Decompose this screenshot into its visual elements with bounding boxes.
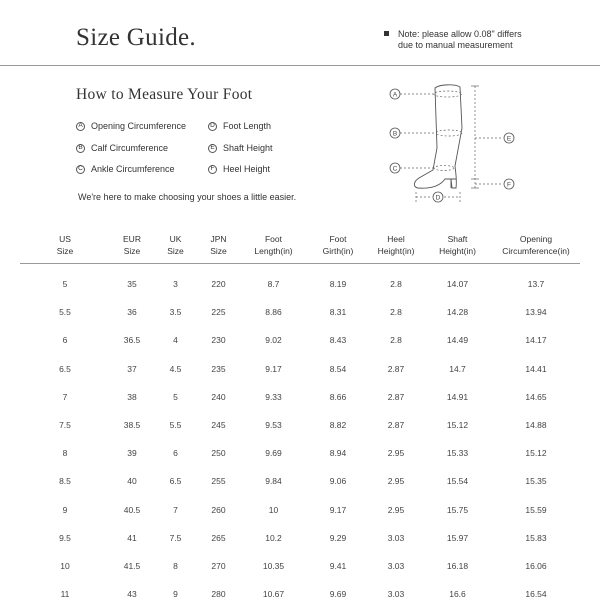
table-cell: 14.49 [423,326,492,354]
legend-item-calf-circumference [76,143,168,153]
column-header-uk-size: UK Size [154,227,197,264]
table-cell: 2.95 [369,496,423,524]
table-cell: 4 [154,326,197,354]
table-cell: 245 [197,411,240,439]
table-cell: 36.5 [110,326,154,354]
table-cell: 14.28 [423,298,492,326]
legend-item-foot-length [208,121,271,131]
table-cell: 16.54 [492,580,580,608]
table-cell: 9.84 [240,467,307,495]
table-cell: 14.7 [423,355,492,383]
table-cell: 2.8 [369,264,423,299]
table-cell: 14.88 [492,411,580,439]
legend-label: Shaft Height [223,143,273,153]
table-cell: 9.02 [240,326,307,354]
table-cell: 40 [110,467,154,495]
table-cell: 16.18 [423,552,492,580]
table-cell: 9.17 [307,496,369,524]
table-row [20,298,580,326]
note-line-1: Note: please allow 0.08" differs [398,29,594,40]
table-cell: 4.5 [154,355,197,383]
table-cell: 8.7 [240,264,307,299]
table-cell: 8.43 [307,326,369,354]
boot-icon [414,85,462,188]
table-cell: 265 [197,524,240,552]
table-cell: 8.54 [307,355,369,383]
table-cell: 13.94 [492,298,580,326]
legend-label: Heel Height [223,164,270,174]
table-cell: 8.66 [307,383,369,411]
table-cell: 36 [110,298,154,326]
table-row [20,326,580,354]
note-line-2: due to manual measurement [398,40,594,51]
letter-a-circle-icon: A [76,122,85,131]
table-cell: 7.5 [154,524,197,552]
table-row [20,383,580,411]
table-cell: 8.5 [20,467,110,495]
table-cell: 8 [20,439,110,467]
table-cell: 5.5 [154,411,197,439]
table-row [20,496,580,524]
diagram-marker-a: A [393,91,398,98]
table-cell: 9.5 [20,524,110,552]
legend-label: Calf Circumference [91,143,168,153]
table-cell: 15.59 [492,496,580,524]
table-cell: 10.35 [240,552,307,580]
column-header-foot-length: Foot Length(in) [240,227,307,264]
table-cell: 2.87 [369,411,423,439]
table-cell: 15.54 [423,467,492,495]
table-cell: 39 [110,439,154,467]
letter-c-circle-icon: C [76,165,85,174]
table-cell: 220 [197,264,240,299]
letter-d-circle-icon: D [208,122,217,131]
table-cell: 15.12 [423,411,492,439]
size-chart-table [20,227,580,608]
table-row [20,580,580,608]
legend-item-shaft-height [208,143,273,153]
table-cell: 2.87 [369,355,423,383]
table-cell: 8.19 [307,264,369,299]
table-cell: 10 [20,552,110,580]
table-cell: 14.65 [492,383,580,411]
legend-label: Ankle Circumference [91,164,175,174]
diagram-marker-e: E [507,135,512,142]
table-cell: 8.86 [240,298,307,326]
table-cell: 41 [110,524,154,552]
table-cell: 38.5 [110,411,154,439]
table-cell: 240 [197,383,240,411]
table-cell: 2.95 [369,467,423,495]
header-divider [0,65,600,66]
table-cell: 7 [154,496,197,524]
column-header-us-size: US Size [20,227,110,264]
tagline: We're here to make choosing your shoes a little easier. [78,192,296,202]
column-header-opening-circumference: Opening Circumference(in) [492,227,580,264]
page-title: Size Guide. [76,24,196,52]
diagram-marker-c: C [393,165,398,172]
table-cell: 15.83 [492,524,580,552]
table-cell: 15.75 [423,496,492,524]
legend-item-ankle-circumference [76,164,175,174]
table-cell: 9.69 [240,439,307,467]
table-cell: 41.5 [110,552,154,580]
table-cell: 15.97 [423,524,492,552]
table-cell: 7.5 [20,411,110,439]
table-row [20,467,580,495]
table-row [20,355,580,383]
table-cell: 37 [110,355,154,383]
table-cell: 270 [197,552,240,580]
table-cell: 9 [154,580,197,608]
legend-item-heel-height [208,164,270,174]
table-cell: 3.03 [369,552,423,580]
column-header-foot-girth: Foot Girth(in) [307,227,369,264]
table-cell: 38 [110,383,154,411]
measurement-note [384,29,594,51]
table-cell: 9.06 [307,467,369,495]
table-cell: 14.07 [423,264,492,299]
table-cell: 9.33 [240,383,307,411]
table-cell: 2.8 [369,326,423,354]
table-cell: 11 [20,580,110,608]
column-header-heel-height: Heel Height(in) [369,227,423,264]
table-cell: 43 [110,580,154,608]
table-cell: 230 [197,326,240,354]
legend-label: Foot Length [223,121,271,131]
table-row [20,439,580,467]
column-header-jpn-size: JPN Size [197,227,240,264]
table-cell: 260 [197,496,240,524]
table-cell: 14.41 [492,355,580,383]
table-cell: 8.94 [307,439,369,467]
table-cell: 250 [197,439,240,467]
table-body [20,264,580,608]
table-cell: 3 [154,264,197,299]
table-cell: 10.2 [240,524,307,552]
diagram-marker-b: B [393,130,397,137]
table-cell: 9.53 [240,411,307,439]
table-cell: 3.5 [154,298,197,326]
table-cell: 15.35 [492,467,580,495]
diagram-marker-f: F [507,181,511,188]
table-cell: 5.5 [20,298,110,326]
table-cell: 14.17 [492,326,580,354]
table-cell: 9 [20,496,110,524]
table-cell: 15.33 [423,439,492,467]
table-cell: 235 [197,355,240,383]
letter-b-circle-icon: B [76,144,85,153]
table-cell: 10.67 [240,580,307,608]
table-header-row [20,227,580,264]
table-cell: 9.17 [240,355,307,383]
table-cell: 255 [197,467,240,495]
table-cell: 3.03 [369,580,423,608]
section-subtitle: How to Measure Your Foot [76,86,252,104]
table-cell: 8 [154,552,197,580]
table-cell: 35 [110,264,154,299]
table-cell: 225 [197,298,240,326]
table-cell: 13.7 [492,264,580,299]
bullet-square-icon [384,31,389,36]
table-cell: 9.41 [307,552,369,580]
table-row [20,524,580,552]
table-cell: 6 [20,326,110,354]
letter-f-circle-icon: F [208,165,217,174]
table-cell: 10 [240,496,307,524]
table-cell: 6 [154,439,197,467]
legend-item-opening-circumference [76,121,186,131]
table-cell: 8.82 [307,411,369,439]
column-header-shaft-height: Shaft Height(in) [423,227,492,264]
letter-e-circle-icon: E [208,144,217,153]
table-cell: 14.91 [423,383,492,411]
table-cell: 8.31 [307,298,369,326]
table-cell: 7 [20,383,110,411]
table-cell: 280 [197,580,240,608]
table-row [20,411,580,439]
table-cell: 9.29 [307,524,369,552]
table-cell: 2.87 [369,383,423,411]
table-cell: 6.5 [20,355,110,383]
table-cell: 16.06 [492,552,580,580]
table-cell: 3.03 [369,524,423,552]
table-cell: 2.95 [369,439,423,467]
table-cell: 6.5 [154,467,197,495]
table-cell: 16.6 [423,580,492,608]
table-row [20,264,580,299]
legend-label: Opening Circumference [91,121,186,131]
table-row [20,552,580,580]
boot-measurement-diagram [385,78,535,208]
diagram-marker-d: D [436,194,441,201]
column-header-eur-size: EUR Size [110,227,154,264]
table-cell: 15.12 [492,439,580,467]
table-cell: 5 [20,264,110,299]
table-cell: 40.5 [110,496,154,524]
table-cell: 5 [154,383,197,411]
table-cell: 2.8 [369,298,423,326]
table-cell: 9.69 [307,580,369,608]
